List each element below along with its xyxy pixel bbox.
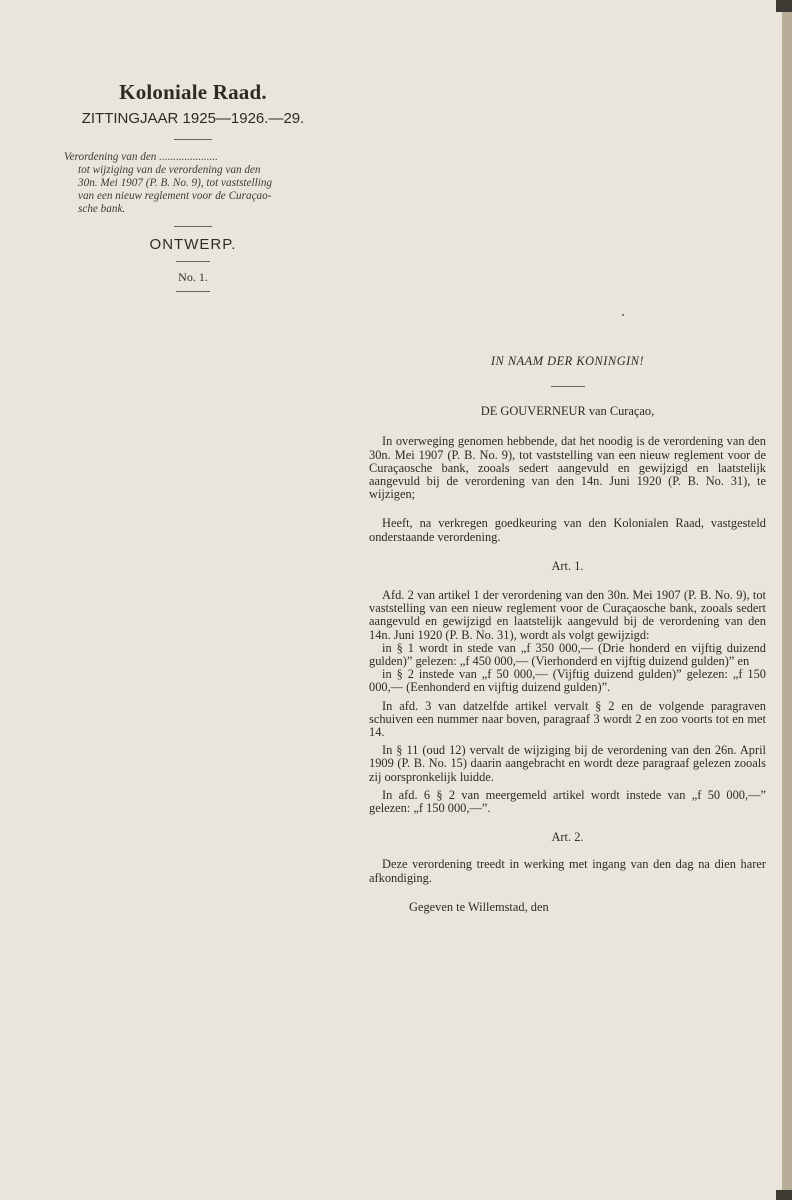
divider — [174, 226, 212, 227]
left-column — [60, 80, 326, 292]
book-edge — [782, 0, 792, 1200]
speck — [622, 314, 624, 316]
subject-description — [60, 151, 326, 216]
draft-number: No. 1. — [178, 270, 208, 284]
divider — [176, 291, 210, 292]
article-1-paragraph: Afd. 2 van artikel 1 der verordening van den 30n. Mei 1907 (P. B. No. 9), tot vaststelling van een nieuw reglement voor de Curaçaosche bank, zooals sedert aangevuld en gewijzigd en laatstelijk aangevuld bij de verordening van den 14n. Juni 1920 (P. B. No. 31), wordt als volgt gewijzigd: — [369, 588, 766, 642]
article-1-paragraph: In afd. 6 § 2 van meergemeld artikel wordt instede van „f 50 000,—” gelezen: „f 150 000,—”. — [369, 787, 766, 816]
subject-line: sche bank. — [78, 203, 126, 215]
considering-paragraph: In overweging genomen hebbende, dat het noodig is de verordening van den 30n. Mei 1907 (P. B. No. 9), tot vaststelling van een nieuw reglement voor de Curaçaosche bank, zooals sedert aangevuld en gewijzigd en laatstelijk aangevuld bij de verordening van den 14n. Juni 1920 (P. B. No. 31), te wijzigen; — [369, 434, 766, 502]
article-1-paragraph: In § 11 (oud 12) vervalt de wijziging bij de verordening van den 26n. April 1909 (P. B. No. 15) daarin aangebracht en wordt deze paragraaf gelezen zooals zij oorspronkelijk luidde. — [369, 743, 766, 784]
edge-shadow — [776, 0, 792, 12]
subject-line: Verordening van den ..................... — [64, 151, 218, 163]
given-at: Gegeven te Willemstad, den — [409, 899, 549, 914]
enacted-paragraph: Heeft, na verkregen goedkeuring van den Kolonialen Raad, vastgesteld onderstaande verordening. — [369, 516, 766, 544]
draft-label: ONTWERP. — [149, 236, 237, 253]
article-2-paragraph: Deze verordening treedt in werking met ingang van den dag na dien harer afkondiging. — [369, 857, 766, 885]
edge-shadow — [776, 1190, 792, 1200]
invocation: IN NAAM DER KONINGIN! — [490, 354, 645, 368]
article-1-heading: Art. 1. — [551, 558, 584, 573]
divider — [176, 261, 210, 262]
subject-line: tot wijziging van de verordening van den — [78, 164, 261, 176]
decree-text — [369, 355, 766, 914]
article-1-paragraph: in § 2 instede van „f 50 000,— (Vijftig duizend gulden)” gelezen: „f 150 000,— (Eenhonderd en vijftig duizend gulden)”. — [369, 667, 766, 695]
authority: DE GOUVERNEUR van Curaçao, — [480, 404, 655, 419]
council-title: Koloniale Raad. — [119, 80, 267, 104]
divider — [551, 386, 585, 387]
article-1-paragraph: in § 1 wordt in stede van „f 350 000,— (Drie honderd en vijftig duizend gulden)” gelezen: „f 450 000,— (Vierhonderd en vijftig duizend gulden)” en — [369, 640, 766, 669]
subject-line: van een nieuw reglement voor de Curaçao- — [78, 190, 272, 202]
article-2-heading: Art. 2. — [551, 830, 584, 845]
session-year: ZITTINGJAAR 1925—1926.—29. — [81, 110, 305, 127]
divider — [174, 139, 212, 140]
subject-line: 30n. Mei 1907 (P. B. No. 9), tot vaststelling — [78, 177, 273, 189]
article-1-paragraph: In afd. 3 van datzelfde artikel vervalt § 2 en de volgende paragraven schuiven een nummer naar boven, paragraaf 3 wordt 2 en zoo voorts tot en met 14. — [369, 698, 766, 740]
